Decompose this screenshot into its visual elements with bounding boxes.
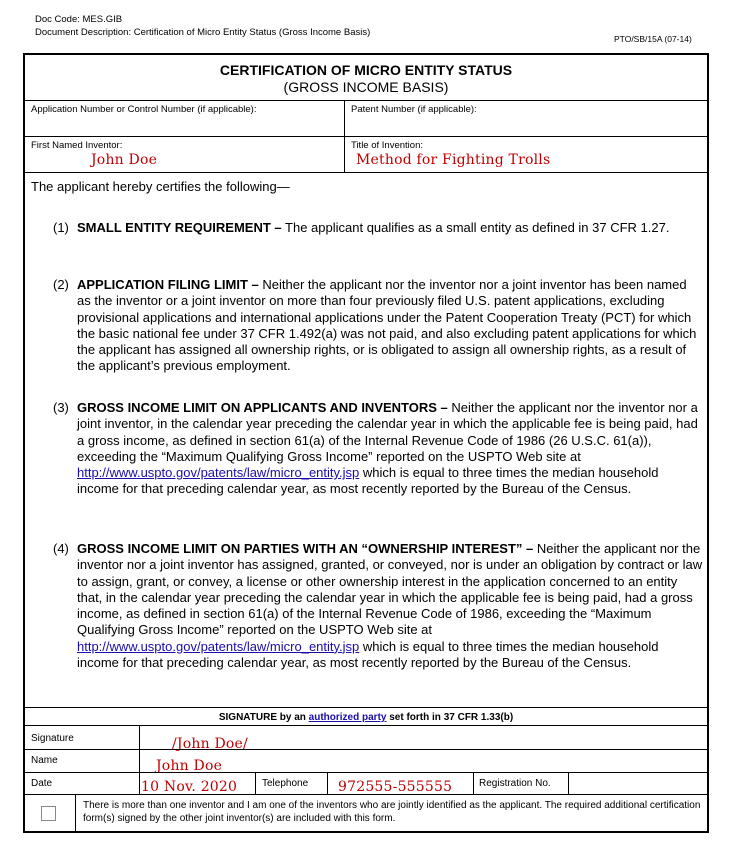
divider — [25, 707, 707, 708]
divider — [139, 725, 140, 794]
signature-label: Signature — [31, 733, 74, 744]
application-number-field[interactable] — [29, 113, 341, 133]
intro-text: The applicant hereby certifies the following— — [31, 179, 290, 194]
item-number: (1) — [53, 220, 69, 235]
divider — [255, 772, 256, 794]
divider — [25, 794, 707, 795]
application-number-label: Application Number or Control Number (if applicable): — [31, 104, 257, 115]
item-heading: GROSS INCOME LIMIT ON PARTIES WITH AN “OWNERSHIP INTEREST” – — [77, 541, 534, 556]
joint-inventor-checkbox[interactable] — [41, 806, 56, 821]
divider — [25, 172, 707, 173]
signature-heading-text: SIGNATURE by an — [218, 712, 309, 723]
form-title: CERTIFICATION OF MICRO ENTITY STATUS — [219, 62, 513, 78]
item-heading: SMALL ENTITY REQUIREMENT – — [77, 220, 282, 235]
name-field[interactable]: John Doe — [156, 758, 223, 774]
name-label: Name — [31, 755, 58, 766]
telephone-label: Telephone — [262, 778, 309, 789]
divider — [25, 772, 707, 773]
date-label: Date — [31, 778, 53, 789]
telephone-field[interactable]: 972555-555555 — [338, 779, 453, 795]
first-inventor-label: First Named Inventor: — [31, 140, 123, 151]
authorized-party-link[interactable]: authorized party — [308, 712, 387, 723]
date-field[interactable]: 10 Nov. 2020 — [141, 779, 238, 795]
form-subtitle: (GROSS INCOME BASIS) — [283, 79, 449, 95]
divider — [473, 772, 474, 794]
title-of-invention-label: Title of Invention: — [351, 140, 423, 151]
item-number: (2) — [53, 277, 69, 292]
item-heading: APPLICATION FILING LIMIT – — [77, 277, 259, 292]
joint-inventor-note: There is more than one inventor and I am one of the inventors who are jointly identified as the applicant. The required additional certification form(s) signed by the other joint inventor(s) are included with this form. — [83, 800, 701, 824]
item-heading: GROSS INCOME LIMIT ON APPLICANTS AND INVENTORS – — [77, 400, 448, 415]
first-inventor-field[interactable]: John Doe — [91, 152, 158, 168]
item-filing-limit — [53, 277, 703, 375]
title-of-invention-field[interactable]: Method for Fighting Trolls — [356, 152, 551, 168]
divider — [327, 772, 328, 794]
patent-number-label: Patent Number (if applicable): — [351, 104, 477, 115]
signature-field[interactable]: /John Doe/ — [172, 736, 248, 752]
divider — [75, 794, 76, 833]
item-text: which is equal to three times the median household income for that preceding calendar year, as most recently reported by the Bureau of the Census. — [77, 638, 659, 671]
item-text: Neither the applicant nor the inventor nor a joint inventor has assigned, granted, or conveyed, nor is under an obligation by contract or law to assign, grant, or convey, a license or other ownership interest in the application concerned to an entity that, in the calendar year preceding the calendar year in which the applicable fee is being paid, had a gross income, as defined in section 61(a) of the Internal Revenue Code of 1986, exceeding the “Maximum Qualifying Gross Income” reported on the USPTO Web site at — [77, 541, 703, 638]
signature-heading — [25, 712, 707, 723]
item-number: (4) — [53, 541, 69, 556]
divider — [568, 772, 569, 794]
item-text: Neither the applicant nor the inventor nor a joint inventor, in the calendar year preceding the calendar year in which the applicable fee is being paid, had a gross income, as defined in section 61(a) of the Internal Revenue Code of 1986 (26 U.S.C. 61(a)), exceeding the “Maximum Qualifying Gross Income” reported on the USPTO Web site at — [77, 400, 698, 464]
divider — [25, 136, 707, 137]
item-number: (3) — [53, 400, 69, 415]
micro-entity-link[interactable]: http://www.uspto.gov/patents/law/micro_entity.jsp — [77, 638, 360, 654]
patent-number-field[interactable] — [349, 113, 704, 133]
item-text: which is equal to three times the median household income for that preceding calendar year, as most recently reported by the Bureau of the Census. — [77, 465, 659, 497]
certification-form — [23, 53, 709, 833]
registration-field[interactable] — [570, 774, 706, 791]
signature-heading-text: set forth in 37 CFR 1.33(b) — [386, 712, 514, 723]
registration-label: Registration No. — [479, 778, 551, 789]
divider — [25, 749, 707, 750]
item-text: Neither the applicant nor the inventor nor a joint inventor has been named as the inventor or a joint inventor on more than four previously filed U.S. patent applications, excluding provisional applications and international applications under the Patent Cooperation Treaty (PCT) for which the basic national fee under 37 CFR 1.492(a) was not paid, and also excluding patent applications for which the applicant has assigned all ownership rights, or is obligated to assign all ownership rights, as a result of the applicant’s previous employment. — [77, 277, 697, 374]
divider — [25, 100, 707, 101]
doc-description: Document Description: Certification of Micro Entity Status (Gross Income Basis) — [35, 27, 371, 38]
item-gross-income-ownership — [53, 541, 703, 671]
micro-entity-link[interactable]: http://www.uspto.gov/patents/law/micro_entity.jsp — [77, 465, 360, 481]
item-gross-income-applicants — [53, 400, 703, 498]
doc-code: Doc Code: MES.GIB — [35, 14, 123, 25]
item-small-entity — [53, 220, 703, 236]
form-number: PTO/SB/15A (07-14) — [614, 34, 692, 44]
divider — [25, 725, 707, 726]
item-text: The applicant qualifies as a small entity as defined in 37 CFR 1.27. — [281, 220, 670, 235]
